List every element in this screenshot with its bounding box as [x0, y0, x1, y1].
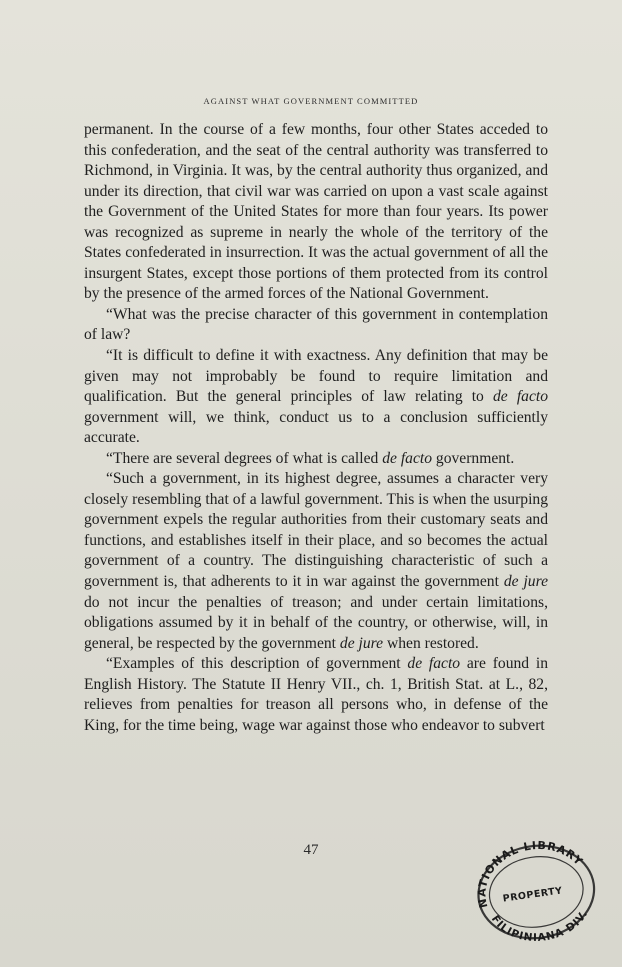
paragraph: “Such a government, in its highest degree, assumes a character very closely resembling that of a lawful government. This is when the usurping government expels the regular authorities from their customary seats and functions, and establishes itself in their place, and so becomes the actual government of a country. The distinguishing characteristic of such a government is, that adherents to it in war against the government de jure do not incur the penalties of treason; and under certain limitations, obligations assumed by it in behalf of the country, or otherwise, will, in general, be respected by the government de jure when restored. — [84, 470, 548, 652]
page-number: 47 — [303, 842, 319, 858]
paragraph: “It is difficult to define it with exactness. Any definition that may be given may not improbably be found to require limitation and qualification. But the general principles of law relating to de facto government will, we think, conduct us to a conclusion sufficiently accurate. — [84, 347, 548, 447]
italic-term: de jure — [503, 573, 548, 591]
stamp-middle-text: PROPERTY — [502, 885, 564, 905]
italic-term: de facto — [492, 388, 548, 406]
stamp-top-text: NATIONAL LIBRARY — [475, 838, 586, 910]
paragraph: “There are several degrees of what is called de facto government. — [106, 449, 515, 467]
italic-term: de facto — [382, 449, 432, 467]
running-head: AGAINST WHAT GOVERNMENT COMMITTED — [203, 96, 419, 106]
svg-text:FILIPINIANA DIV. — [488, 901, 594, 948]
paragraph: “Examples of this description of government de facto are found in English History. The Statute II Henry VII., ch. 1, British Stat. at L., 82, relieves from penalties for treason all persons who, in defense of the King, for the time being, wage war against those who endeavor to subvert — [84, 655, 548, 734]
italic-term: de facto — [407, 655, 461, 673]
italic-term: de jure — [339, 634, 384, 652]
library-stamp — [458, 830, 608, 948]
paragraph: permanent. In the course of a few months, four other States acceded to this confederation, and the seat of the central authority was transferred to Richmond, in Virginia. It was, by the central authority thus organized, and under its direction, that civil war was carried on upon a vast scale against the Government of the United States for more than four years. Its power was recognized as supreme in nearly the whole of the territory of the States confederated in insurrection. It was the actual government of all the insurgent States, except those portions of them protected from its control by the presence of the armed forces of the National Government. — [84, 121, 548, 303]
paragraph: “What was the precise character of this government in contemplation of law? — [84, 305, 548, 344]
stamp-bottom-text: FILIPINIANA DIV. — [488, 908, 591, 945]
body-text — [84, 120, 548, 736]
